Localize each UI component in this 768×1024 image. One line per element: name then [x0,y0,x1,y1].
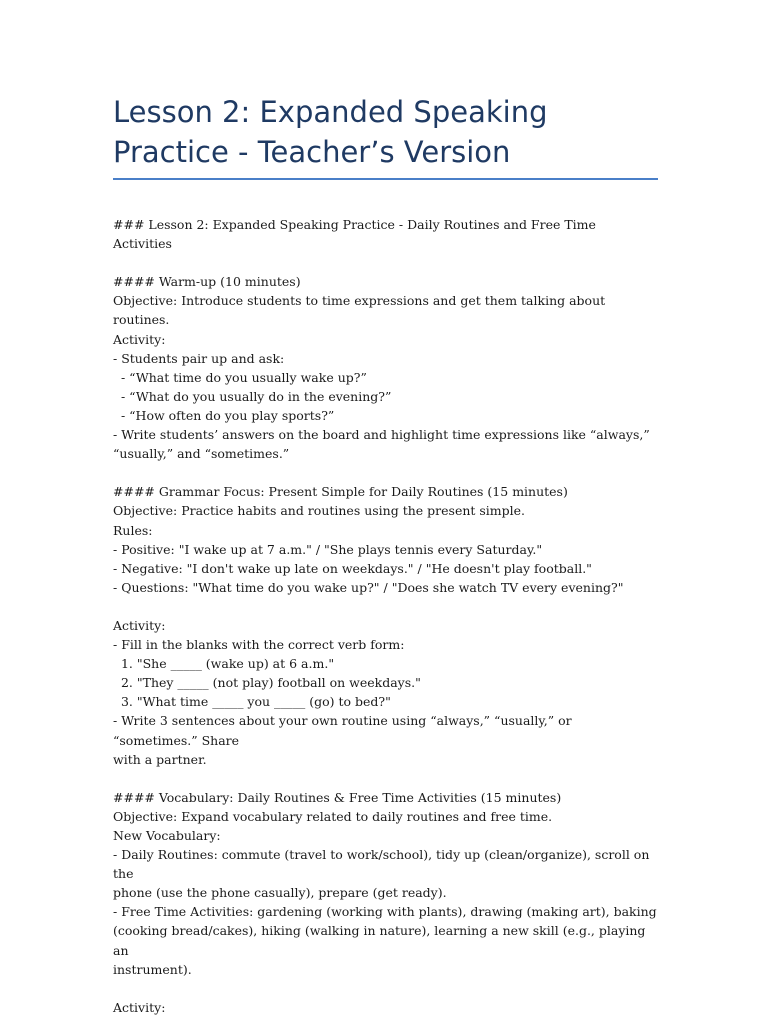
text-line: Objective: Introduce students to time expressions and get them talking about routines. [113,293,610,328]
text-line: - Free Time Activities: gardening (working with plants), drawing (making art), baking [113,904,657,920]
text-line: Objective: Expand vocabulary related to daily routines and free time. [113,808,553,824]
document-body [113,215,658,1017]
text-line: #### Grammar Focus: Present Simple for Daily Routines (15 minutes) [113,484,568,500]
blank-line [113,253,658,272]
text-line: - Negative: "I don't wake up late on weekdays." / "He doesn't play football." [113,560,592,576]
text-line: 3. "What time _____ you _____ (go) to bed?" [113,694,391,710]
text-line: #### Vocabulary: Daily Routines & Free Time Activities (15 minutes) [113,789,562,805]
document-title: Lesson 2: Expanded Speaking Practice - Teacher’s Version [113,92,658,180]
text-line: instrument). [113,961,192,977]
text-line: Rules: [113,522,153,538]
text-line: #### Warm-up (10 minutes) [113,274,301,290]
text-line: - Daily Routines: commute (travel to work/school), tidy up (clean/organize), scroll on the [113,847,654,882]
text-line: - Write students’ answers on the board and highlight time expressions like “always,” [113,427,650,443]
text-line: - “How often do you play sports?” [113,407,335,423]
text-line: 1. "She _____ (wake up) at 6 a.m." [113,656,335,672]
text-line: Activity: [113,331,166,347]
document-page [113,92,658,1017]
text-line: Activity: [113,617,166,633]
text-line: with a partner. [113,751,207,767]
text-line: (cooking bread/cakes), hiking (walking in nature), learning a new skill (e.g., playing an [113,923,650,958]
blank-line [113,463,658,482]
text-line: - “What do you usually do in the evening?” [113,388,392,404]
blank-line [113,597,658,616]
text-line: - Questions: "What time do you wake up?" / "Does she watch TV every evening?" [113,579,624,595]
text-line: phone (use the phone casually), prepare (get ready). [113,885,447,901]
text-line: New Vocabulary: [113,828,221,843]
text-line: Activity: [113,999,166,1015]
text-line: - “What time do you usually wake up?” [113,369,367,385]
text-line: “usually,” and “sometimes.” [113,446,290,462]
text-line: - Write 3 sentences about your own routine using “always,” “usually,” or “sometimes.” Share [113,713,576,748]
text-line: - Fill in the blanks with the correct verb form: [113,637,405,653]
text-line: 2. "They _____ (not play) football on weekdays." [113,675,421,691]
text-line: - Students pair up and ask: [113,350,285,366]
blank-line [113,979,658,998]
text-line: Objective: Practice habits and routines using the present simple. [113,503,526,519]
blank-line [113,769,658,788]
text-line: ### Lesson 2: Expanded Speaking Practice - Daily Routines and Free Time Activities [113,217,600,252]
text-line: - Positive: "I wake up at 7 a.m." / "She plays tennis every Saturday." [113,541,543,557]
